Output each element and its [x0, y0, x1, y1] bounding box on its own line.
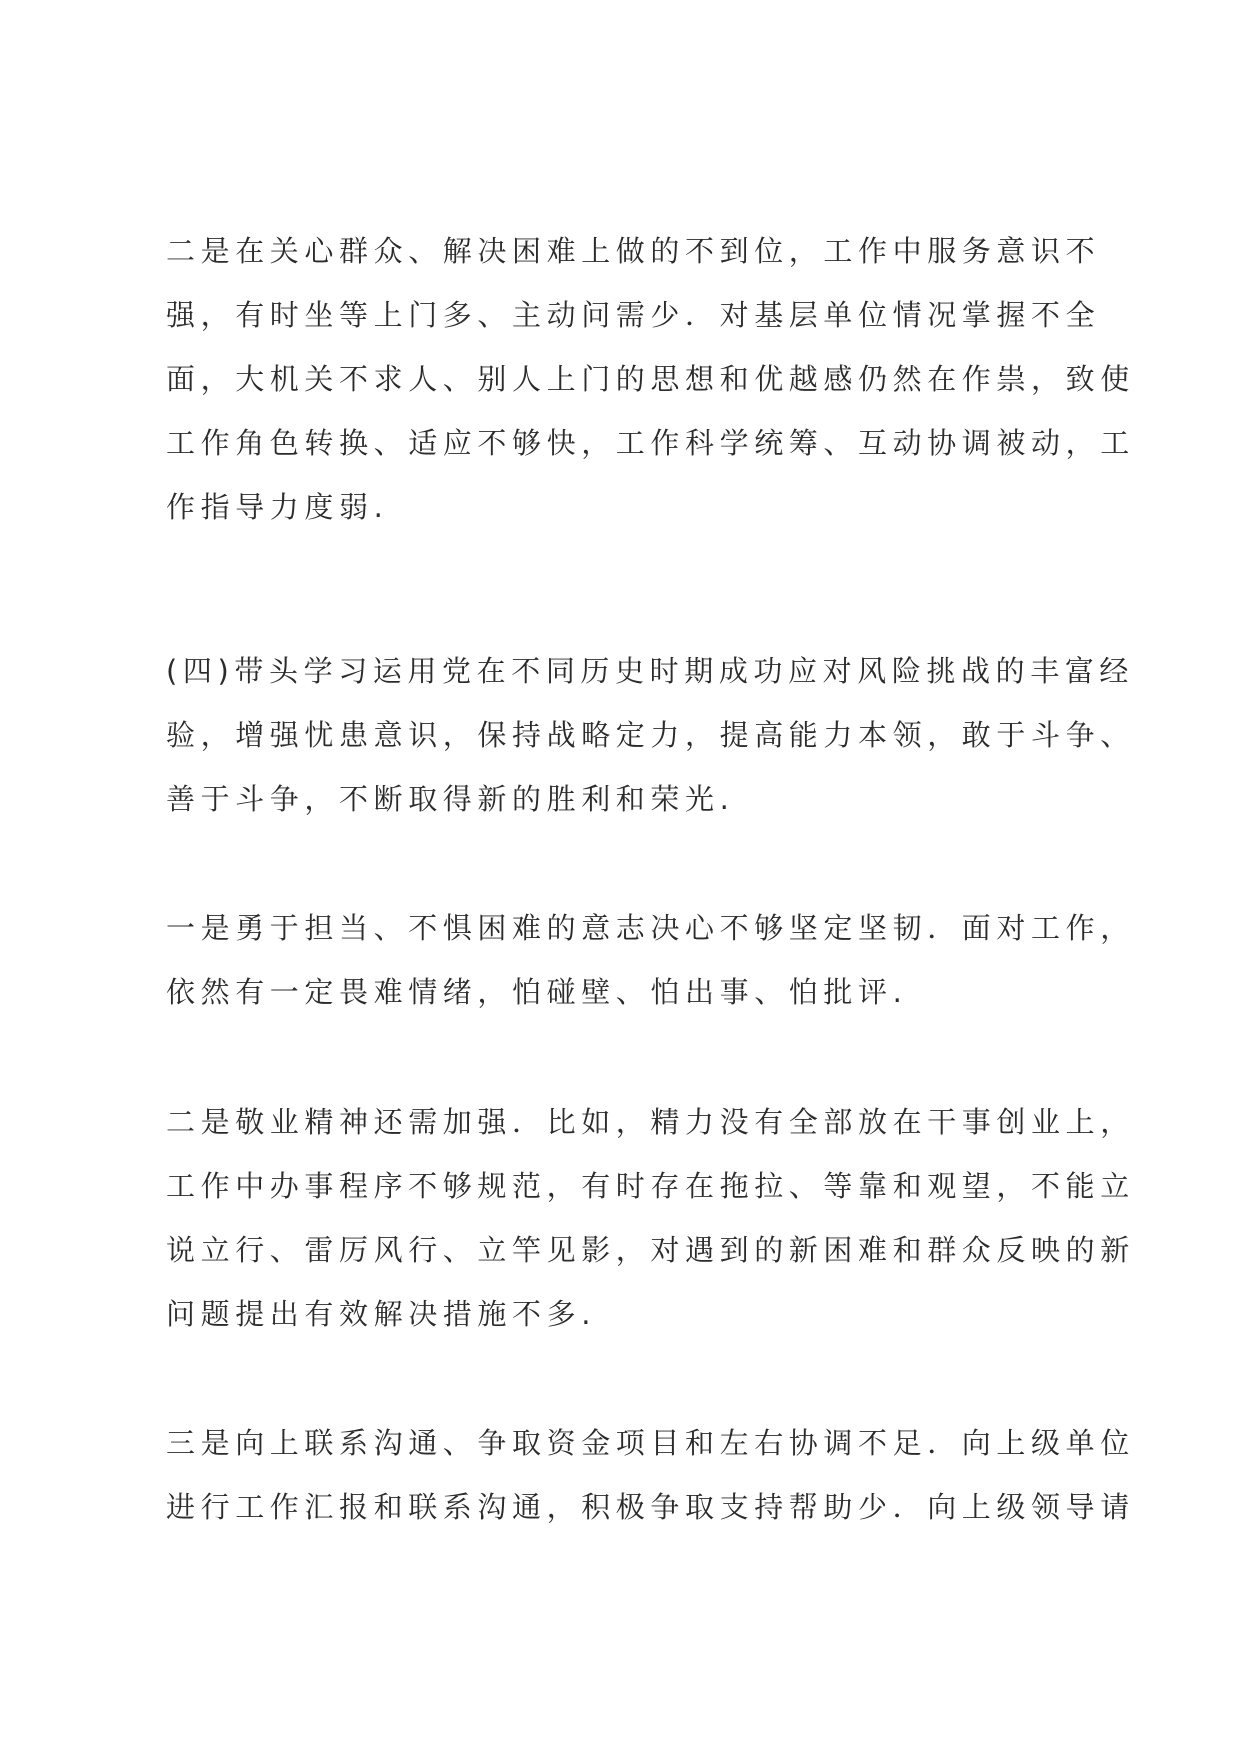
- text-line: 二是敬业精神还需加强．比如，精力没有全部放在干事创业上，: [166, 1105, 1135, 1139]
- paragraph-section-four-heading: [166, 639, 1135, 831]
- paragraph-point-two: [166, 1090, 1135, 1346]
- text-line: 作指导力度弱.: [166, 490, 389, 524]
- text-line: 善于斗争，不断取得新的胜利和荣光.: [166, 782, 735, 816]
- text-line: 面，大机关不求人、别人上门的思想和优越感仍然在作祟，致使: [166, 362, 1135, 396]
- text-line: 二是在关心群众、解决困难上做的不到位，工作中服务意识不: [166, 234, 1101, 268]
- paragraph-point-one: [166, 896, 1135, 1024]
- paragraph-point-three: [166, 1411, 1135, 1539]
- text-line: 问题提出有效解决措施不多.: [166, 1297, 597, 1331]
- paragraph-service-awareness: [166, 219, 1135, 539]
- text-line: 进行工作汇报和联系沟通，积极争取支持帮助少．向上级领导请: [166, 1490, 1135, 1524]
- text-line: 三是向上联系沟通、争取资金项目和左右协调不足．向上级单位: [166, 1426, 1135, 1460]
- text-line: 验，增强忧患意识，保持战略定力，提高能力本领，敢于斗争、: [166, 718, 1135, 752]
- text-line: 依然有一定畏难情绪，怕碰壁、怕出事、怕批评.: [166, 975, 908, 1009]
- text-line: 说立行、雷厉风行、立竿见影，对遇到的新困难和群众反映的新: [166, 1233, 1135, 1267]
- text-line: (四)带头学习运用党在不同历史时期成功应对风险挑战的丰富经: [166, 654, 1135, 688]
- text-line: 工作中办事程序不够规范，有时存在拖拉、等靠和观望，不能立: [166, 1169, 1135, 1203]
- text-line: 一是勇于担当、不惧困难的意志决心不够坚定坚韧．面对工作，: [166, 911, 1135, 945]
- text-line: 强，有时坐等上门多、主动问需少．对基层单位情况掌握不全: [166, 298, 1101, 332]
- text-line: 工作角色转换、适应不够快，工作科学统筹、互动协调被动，工: [166, 426, 1135, 460]
